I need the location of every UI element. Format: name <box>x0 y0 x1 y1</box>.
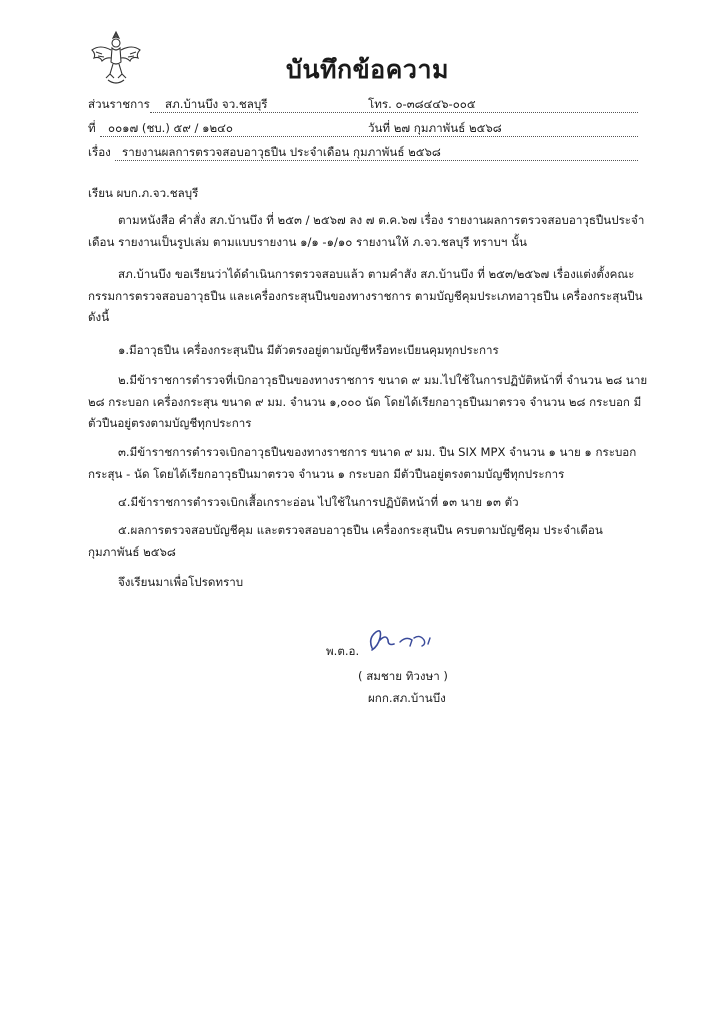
subject-dotted-line <box>115 160 638 161</box>
signer-rank: พ.ต.อ. <box>326 644 360 658</box>
document-date: วันที่ ๒๗ กุมภาพันธ์ ๒๕๖๘ <box>368 121 502 135</box>
reference-dotted-line <box>100 136 638 137</box>
finding-item-2: ๒.มีข้าราชการตำรวจที่เบิกอาวุธปืนของทางราชการ ขนาด ๙ มม.ไปใช้ในการปฏิบัติหน้าที่ จำนวน ๒๘ นาย ๒๘ กระบอก เครื่องกระสุน ขนาด ๙ มม. จำนวน ๑,๐๐๐ นัด โดยได้เรียกอาวุธปืนมาตรวจ จำนวน ๒๘ กระบอก มีตัวปืนอยู่ตรงตามบัญชีทุกประการ <box>88 373 648 430</box>
agency-dotted-line <box>150 112 638 113</box>
garuda-emblem-icon <box>88 28 144 88</box>
finding-item-4: ๔.มีข้าราชการตำรวจเบิกเสื้อเกราะอ่อน ไปใช้ในการปฏิบัติหน้าที่ ๑๓ นาย ๑๓ ตัว <box>118 495 519 509</box>
reference-label: ที่ <box>88 121 96 135</box>
finding-item-5: ๕.ผลการตรวจสอบบัญชีคุม และตรวจสอบอาวุธปืน เครื่องกระสุนปืน ครบตามบัญชีคุม ประจำเดือนกุมภาพันธ์ ๒๕๖๘ <box>88 523 603 559</box>
reference-number: ๐๐๑๗ (ชบ.) ๕๙ / ๑๒๔๐ <box>108 121 233 135</box>
agency-value: สภ.บ้านบึง จว.ชลบุรี <box>165 97 268 111</box>
finding-item-3: ๓.มีข้าราชการตำรวจเบิกอาวุธปืนของทางราชการ ขนาด ๙ มม. ปืน SIX MPX จำนวน ๑ นาย ๑ กระบอก กระสุน - นัด โดยได้เรียกอาวุธปืนมาตรวจ จำนวน ๑ กระบอก มีตัวปืนอยู่ตรงตามบัญชีทุกประการ <box>88 445 637 481</box>
subject-label: เรื่อง <box>88 145 111 159</box>
paragraph-reference: ตามหนังสือ คำสั่ง สภ.บ้านบึง ที่ ๒๕๓ / ๒๕๖๗ ลง ๗ ต.ค.๖๗ เรื่อง รายงานผลการตรวจสอบอาวุธปืนประจำเดือน รายงานเป็นรูปเล่ม ตามแบบรายงาน ๑/๑ -๑/๑๐ รายงานให้ ภ.จว.ชลบุรี ทราบฯ นั้น <box>88 213 645 249</box>
signer-name: ( สมชาย ทิวงษา ) <box>358 669 448 683</box>
paragraph-statement: สภ.บ้านบึง ขอเรียนว่าได้ดำเนินการตรวจสอบแล้ว ตามคำสัง สภ.บ้านบึง ที่ ๒๕๓/๒๕๖๗ เรื่องแต่งตั้งคณะกรรมการตรวจสอบอาวุธปืน และเครื่องกระสุนปืนของทางราชการ ตามบัญชีคุมประเภทอาวุธปืน เครื่องกระสุนปืน ดังนี้ <box>88 267 643 324</box>
closing-line: จึงเรียนมาเพื่อโปรดทราบ <box>118 575 244 589</box>
salutation: เรียน ผบก.ภ.จว.ชลบุรี <box>88 186 199 200</box>
signer-position: ผกก.สภ.บ้านบึง <box>368 691 446 705</box>
phone-number: โทร. ๐-๓๘๔๔๖-๐๐๕ <box>368 97 476 111</box>
agency-label: ส่วนราชการ <box>88 97 150 111</box>
finding-item-1: ๑.มีอาวุธปืน เครื่องกระสุนปืน มีตัวตรงอยู่ตามบัญชีหรือทะเบียนคุมทุกประการ <box>118 343 499 357</box>
handwritten-signature <box>366 626 446 656</box>
subject-value: รายงานผลการตรวจสอบอาวุธปืน ประจำเดือน กุมภาพันธ์ ๒๕๖๘ <box>122 145 441 159</box>
page-title: บันทึกข้อความ <box>286 55 449 84</box>
